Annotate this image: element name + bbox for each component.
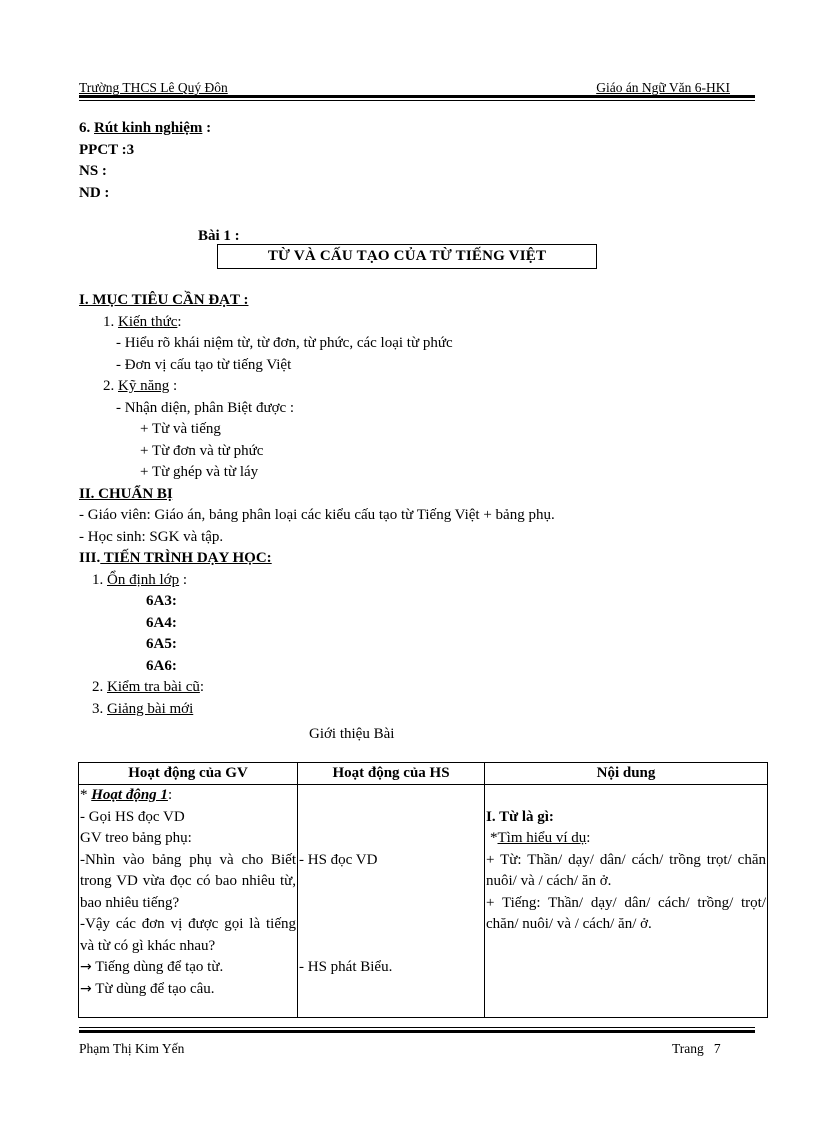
ns: NS : — [79, 163, 107, 179]
section-6: 6. Rút kinh nghiệm : — [79, 120, 212, 136]
activity-table — [78, 762, 768, 1018]
gv-question: -Vậy các đơn vị được gọi là tiếng và từ có gì khác nhau? — [80, 916, 296, 954]
subject-title: Giáo án Ngữ Văn 6-HKI — [596, 80, 730, 95]
step-3: 3. Giảng bài mới — [92, 700, 194, 717]
process-heading: III. TIẾN TRÌNH DẠY HỌC: — [79, 550, 272, 566]
class-item: 6A3: — [146, 593, 177, 609]
school-name: Trường THCS Lê Quý Đôn — [79, 80, 228, 95]
content-example: *Tìm hiểu ví dụ: — [490, 830, 591, 846]
arrow-right-icon: → — [80, 959, 92, 975]
objectives-section — [79, 290, 769, 746]
header-rule-thin — [79, 100, 755, 101]
class-item: 6A6: — [146, 657, 177, 674]
footer-rule-thin — [79, 1027, 755, 1028]
lesson-number: Bài 1 : — [198, 228, 240, 244]
knowledge-heading: 1. Kiến thức: — [103, 313, 182, 330]
step-2: 2. Kiểm tra bài cũ: — [92, 679, 205, 695]
page-number: 7 — [713, 1041, 721, 1056]
hs-line: - HS phát Biểu. — [299, 959, 393, 975]
footer-author: Phạm Thị Kim Yến — [79, 1041, 185, 1056]
prep-heading: II. CHUẨN BỊ — [79, 485, 173, 502]
activity-label: * Hoạt động 1: — [80, 787, 173, 803]
col-header-gv: Hoạt động của GV — [79, 763, 298, 785]
footer-page: Trang 7 — [672, 1041, 721, 1056]
footer-rule-thick — [79, 1030, 755, 1033]
objectives-heading: I. MỤC TIÊU CẦN ĐẠT : — [79, 292, 249, 308]
arrow-right-icon: → — [80, 980, 92, 997]
content-tu: + Từ: Thần/ dạy/ dân/ cách/ trồng trọt/ chăn nuôi/ và / cách/ ăn ở. — [486, 851, 766, 889]
knowledge-item: - Đơn vị cấu tạo từ tiếng Việt — [116, 356, 292, 373]
skills-item: + Từ và tiếng — [140, 421, 221, 437]
col-header-hs: Hoạt động của HS — [298, 763, 485, 785]
lesson-meta — [79, 118, 769, 204]
hs-line: - HS đọc VD — [299, 851, 378, 868]
gv-line: GV treo bảng phụ: — [80, 830, 192, 846]
skills-intro: - Nhận diện, phân Biệt được : — [116, 399, 295, 416]
col-header-content: Nội dung — [485, 763, 768, 785]
header-rule-thick — [79, 95, 755, 98]
skills-heading: 2. Kỹ năng : — [103, 378, 178, 394]
knowledge-item: - Hiểu rõ khái niệm từ, từ đơn, từ phức, các loại từ phức — [116, 335, 453, 351]
prep-item: - Học sinh: SGK và tập. — [79, 528, 224, 545]
hs-cell — [298, 785, 485, 1018]
class-item: 6A5: — [146, 636, 177, 652]
gv-answer: → Từ dùng để tạo câu. — [80, 980, 215, 997]
content-heading: I. Từ là gì: — [486, 808, 554, 825]
step-1: 1. Ổn định lớp : — [92, 571, 188, 588]
skills-item: + Từ ghép và từ láy — [140, 464, 259, 480]
skills-item: + Từ đơn và từ phức — [140, 442, 264, 459]
gv-line: - Gọi HS đọc VD — [80, 808, 185, 825]
ppct: PPCT :3 — [79, 141, 135, 158]
nd: ND : — [79, 184, 110, 201]
content-cell — [485, 785, 768, 1018]
table-row — [79, 785, 768, 1018]
page-header — [79, 80, 755, 96]
content-tieng: + Tiếng: Thần/ dạy/ dân/ cách/ trồng/ trọt/ chăn/ nuôi/ và / cách/ ăn/ ở. — [486, 894, 766, 932]
gv-answer: → Tiếng dùng để tạo từ. — [80, 959, 224, 975]
prep-item: - Giáo viên: Giáo án, bảng phân loại các kiểu cấu tạo từ Tiếng Việt + bảng phụ. — [79, 507, 555, 523]
gv-question: -Nhìn vào bảng phụ và cho Biết trong VD vừa đọc có bao nhiêu từ, bao nhiêu tiếng? — [80, 851, 296, 911]
lesson-title: TỪ VÀ CẤU TẠO CỦA TỪ TIẾNG VIỆT — [217, 244, 597, 269]
table-header-row — [79, 763, 768, 785]
section-6-label: Rút kinh nghiệm — [94, 120, 203, 136]
gv-cell — [79, 785, 298, 1018]
intro-line: Giới thiệu Bài — [309, 726, 395, 742]
class-item: 6A4: — [146, 614, 177, 631]
